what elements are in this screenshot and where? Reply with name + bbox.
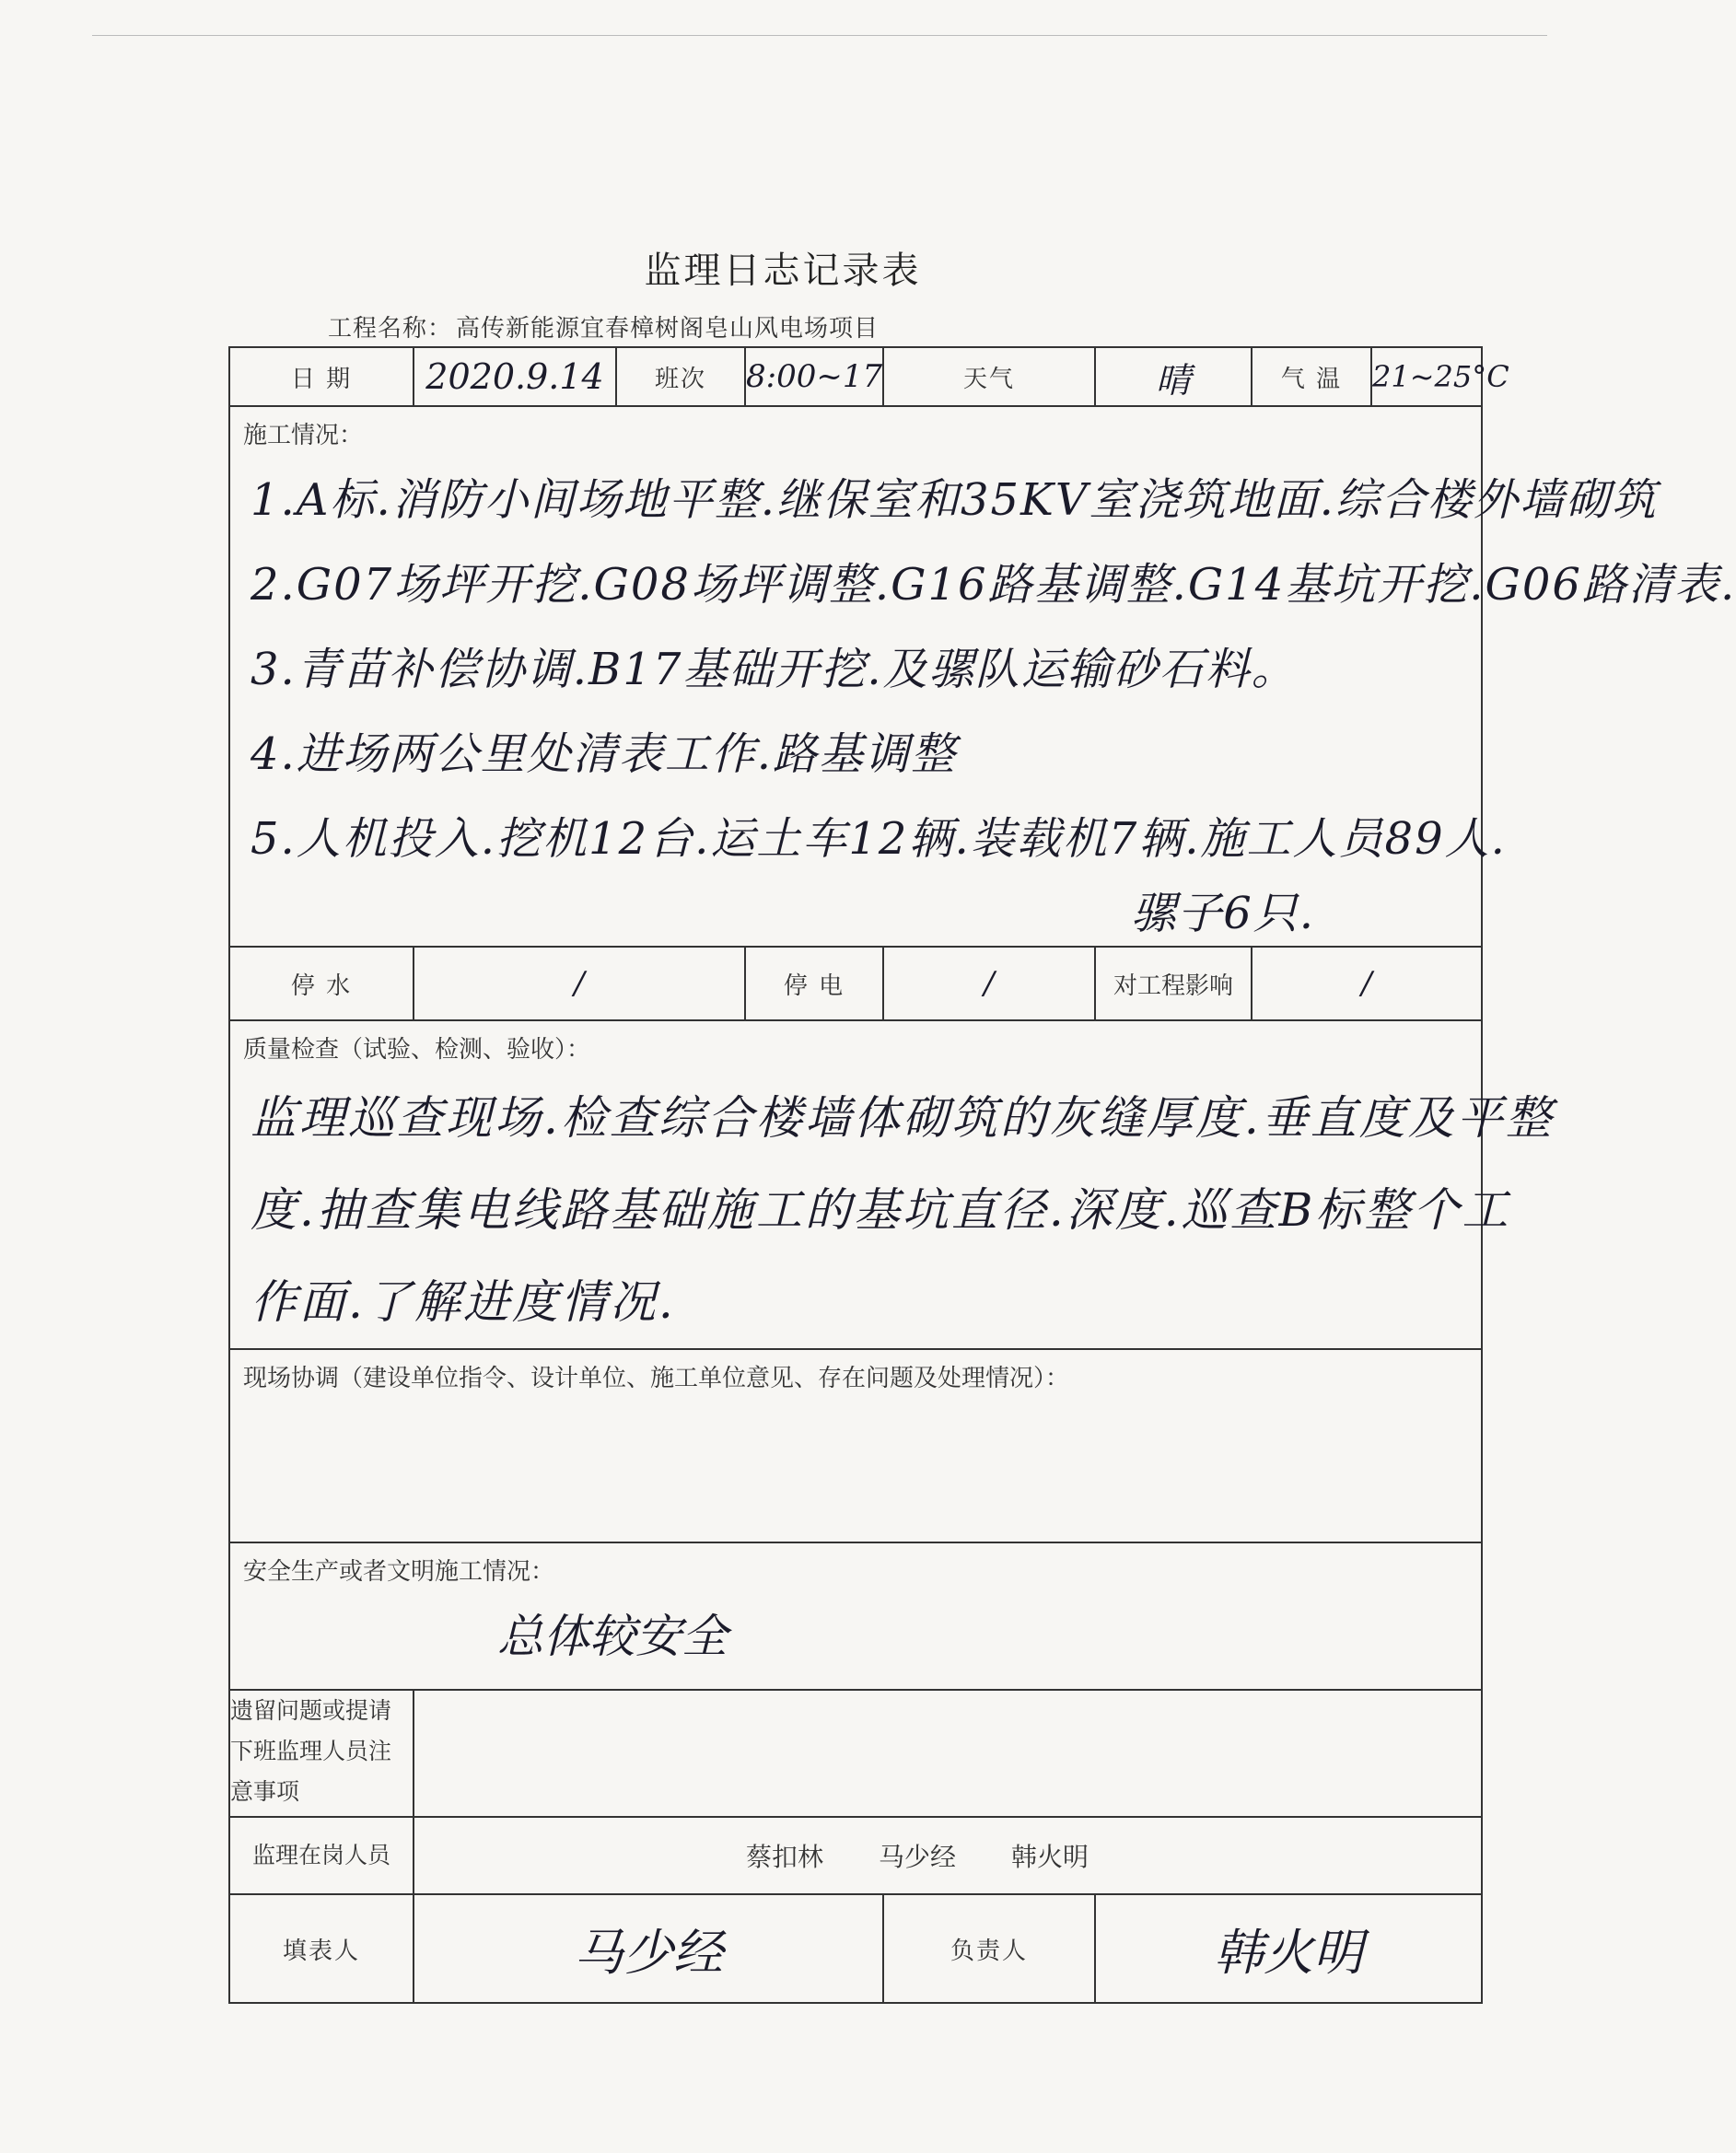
document-title: 监理日志记录表 (644, 250, 922, 292)
quality-cell (229, 1020, 1555, 1349)
shift-label: 班次 (616, 347, 745, 406)
construction-lines (230, 450, 1736, 946)
signature-row (229, 1894, 1482, 2003)
utilities-row (229, 947, 1482, 1020)
project-label: 工程名称： (328, 315, 453, 343)
coordination-label: 现场协调（建设单位指令、设计单位、施工单位意见、存在问题及处理情况）： (243, 1365, 1070, 1392)
staff-name: 马少经 (879, 1842, 957, 1872)
quality-row (229, 1020, 1482, 1349)
staff-name: 蔡扣林 (746, 1842, 824, 1872)
date-value: 2020.9.14 (414, 347, 616, 406)
remaining-label: 遗留问题或提请下班监理人员注意事项 (229, 1690, 414, 1817)
safety-row (229, 1542, 1482, 1690)
power-label: 停 电 (745, 947, 883, 1020)
quality-line-2: 度.抽查集电线路基础施工的基坑直径.深度.巡查B标整个工 (250, 1183, 1511, 1237)
responsible-label: 负责人 (883, 1894, 1095, 2003)
construction-line-1: 1.A标.消防小间场地平整.继保室和35KV室浇筑地面.综合楼外墙砌筑 (250, 474, 1658, 526)
quality-lines (230, 1065, 1555, 1348)
construction-line-3: 3.青苗补偿协调.B17基础开挖.及骡队运输砂石料。 (250, 644, 1298, 695)
safety-cell (229, 1542, 1482, 1690)
weather-value: 晴 (1095, 347, 1252, 406)
construction-cell (229, 406, 1736, 947)
date-label: 日 期 (229, 347, 414, 406)
construction-line-2: 2.G07场坪开挖.G08场坪调整.G16路基调整.G14基坑开挖.G06路清表. (250, 559, 1736, 611)
temp-label: 气 温 (1252, 347, 1371, 406)
quality-line-3: 作面.了解进度情况. (250, 1275, 676, 1329)
header-row (229, 347, 1482, 406)
safety-value: 总体较安全 (497, 1610, 728, 1663)
coordination-row (229, 1349, 1482, 1542)
water-value: / (414, 947, 745, 1020)
safety-label: 安全生产或者文明施工情况： (243, 1558, 555, 1586)
staff-row (229, 1817, 1482, 1894)
construction-line-6: 骡子6只. (1131, 888, 1315, 939)
water-label: 停 水 (229, 947, 414, 1020)
quality-label: 质量检查（试验、检测、验收）： (243, 1036, 591, 1064)
scan-edge-line (92, 35, 1547, 36)
filler-label: 填表人 (229, 1894, 414, 2003)
project-name-line (324, 309, 879, 343)
power-value: / (883, 947, 1095, 1020)
quality-line-1: 监理巡查现场.检查综合楼墙体砌筑的灰缝厚度.垂直度及平整 (250, 1091, 1555, 1145)
impact-label: 对工程影响 (1095, 947, 1252, 1020)
staff-label: 监理在岗人员 (229, 1817, 414, 1894)
construction-line-5: 5.人机投入.挖机12台.运土车12辆.装载机7辆.施工人员89人. (250, 813, 1507, 865)
staff-names (414, 1817, 1482, 1894)
shift-value: 8:00~17 (745, 347, 883, 406)
filler-signature: 马少经 (414, 1894, 883, 2003)
temp-value: 21~25°C (1371, 347, 1482, 406)
impact-value: / (1252, 947, 1482, 1020)
construction-row (229, 406, 1482, 947)
staff-name: 韩火明 (1011, 1842, 1089, 1872)
coordination-cell (229, 1349, 1482, 1542)
construction-label: 施工情况： (243, 422, 364, 449)
weather-label: 天气 (883, 347, 1095, 406)
log-table (228, 346, 1736, 2004)
construction-line-4: 4.进场两公里处清表工作.路基调整 (250, 728, 958, 780)
responsible-signature: 韩火明 (1095, 1894, 1482, 2003)
project-name: 高传新能源宜春樟树阁皂山风电场项目 (456, 315, 880, 343)
remaining-row (229, 1690, 1482, 1817)
remaining-value (414, 1690, 1482, 1817)
